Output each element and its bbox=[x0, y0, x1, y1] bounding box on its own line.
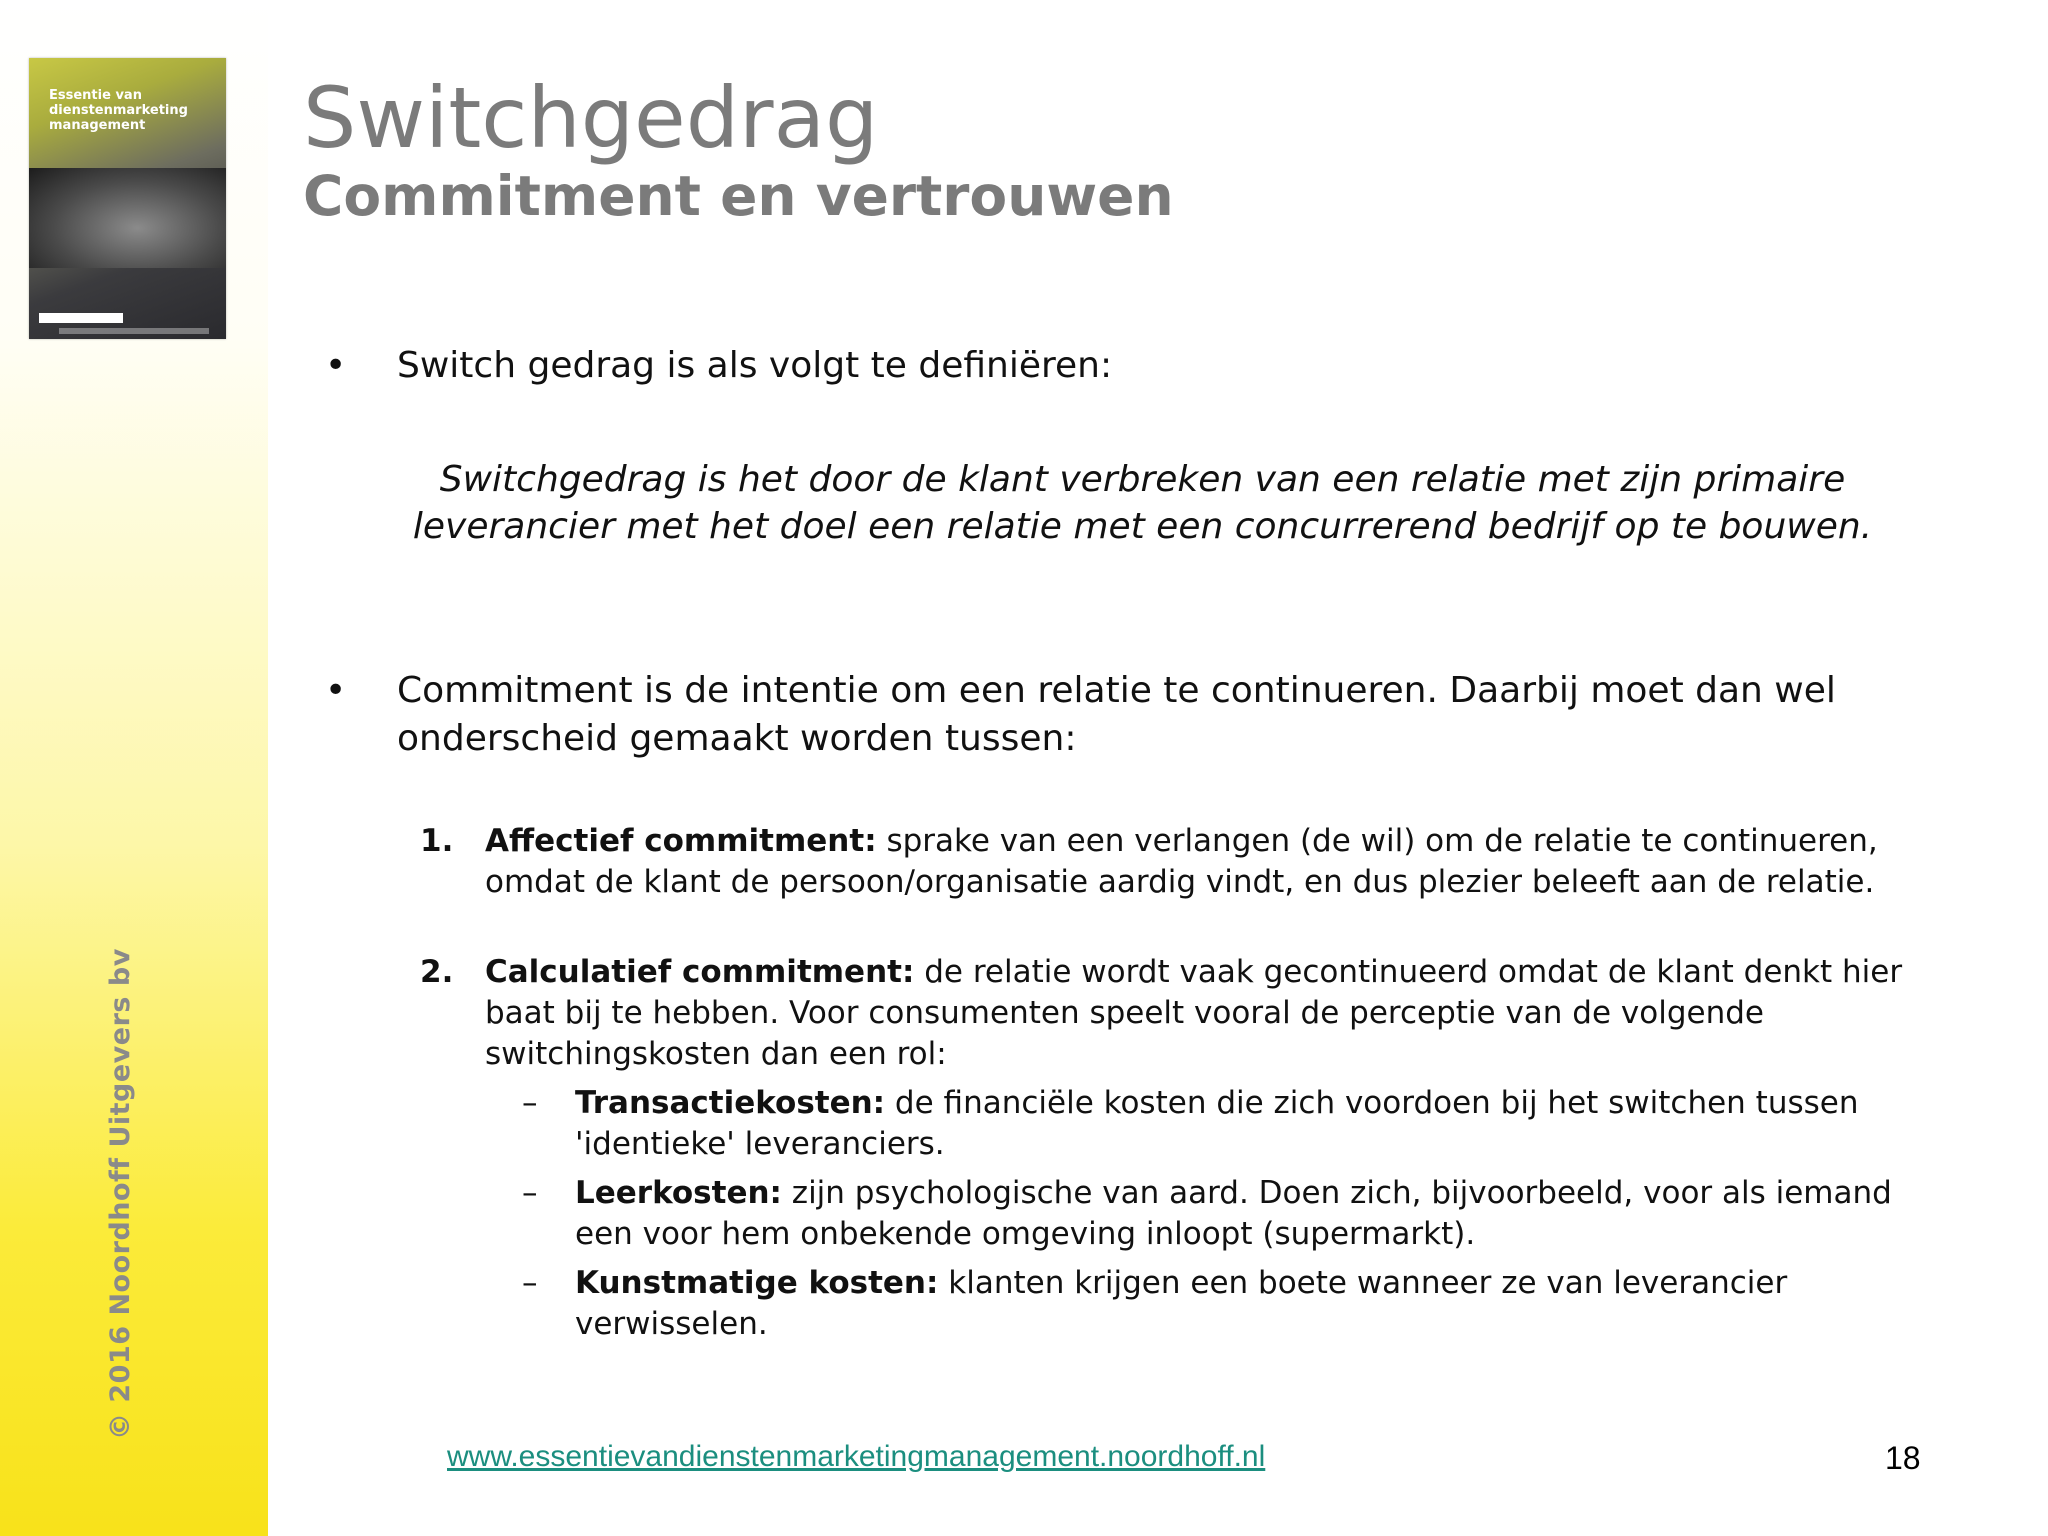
sidebar bbox=[0, 0, 268, 1536]
list-number: 2. bbox=[420, 954, 454, 990]
list-item-body bbox=[485, 821, 1955, 903]
list-item-term: Affectief commitment: bbox=[485, 823, 877, 859]
dash-icon: – bbox=[522, 1175, 538, 1211]
sublist-item-term: Transactiekosten: bbox=[575, 1085, 886, 1121]
list-item-calculatief bbox=[420, 952, 1955, 1075]
sublist-item-body bbox=[575, 1263, 1945, 1345]
sublist-item-text: de financiële kosten die zich voordoen bij het switchen tussen 'identieke' leveranciers. bbox=[575, 1085, 1859, 1162]
dash-icon: – bbox=[522, 1265, 538, 1301]
bullet-definition-intro bbox=[325, 342, 1957, 390]
website-link[interactable]: www.essentievandienstenmarketingmanagement.noordhoff.nl bbox=[447, 1440, 1266, 1473]
list-item-body bbox=[485, 952, 1955, 1075]
bullet-text: Commitment is de intentie om een relatie te continueren. Daarbij moet dan wel onderscheid gemaakt worden tussen: bbox=[397, 670, 1836, 759]
bullet-commitment bbox=[325, 667, 1957, 763]
bullet-dot-icon: • bbox=[325, 670, 347, 711]
book-cover-photo bbox=[29, 168, 226, 268]
book-cover-title: Essentie van dienstenmarketing management bbox=[49, 88, 188, 133]
bullet-dot-icon: • bbox=[325, 345, 347, 386]
book-cover-authors bbox=[59, 328, 209, 334]
sublist-item-kunstmatige-kosten bbox=[522, 1263, 1945, 1345]
list-item-term: Calculatief commitment: bbox=[485, 954, 915, 990]
dash-icon: – bbox=[522, 1085, 538, 1121]
publisher-logo bbox=[39, 313, 123, 323]
definition-text: Switchgedrag is het door de klant verbreken van een relatie met zijn primaire leverancier met het doel een relatie met een concurrerend bedrijf op te bouwen. bbox=[412, 459, 1873, 547]
list-number: 1. bbox=[420, 823, 454, 859]
sublist-item-term: Kunstmatige kosten: bbox=[575, 1265, 939, 1301]
copyright-text: © 2016 Noordhoff Uitgevers bv bbox=[105, 948, 136, 1440]
sublist-item-text: zijn psychologische van aard. Doen zich, bijvoorbeeld, voor als iemand een voor hem onbekende omgeving inloopt (supermarkt). bbox=[575, 1175, 1892, 1252]
sublist-item-body bbox=[575, 1173, 1945, 1255]
sublist-item-text: klanten krijgen een boete wanneer ze van leverancier verwisselen. bbox=[575, 1265, 1788, 1342]
page-number: 18 bbox=[1885, 1440, 1921, 1476]
book-cover-image bbox=[29, 58, 226, 339]
list-item-text: sprake van een verlangen (de wil) om de relatie te continueren, omdat de klant de persoon/organisatie aardig vindt, en dus plezier beleeft aan de relatie. bbox=[485, 823, 1878, 900]
sublist-item-transactiekosten bbox=[522, 1083, 1945, 1165]
sublist-item-term: Leerkosten: bbox=[575, 1175, 782, 1211]
sublist-item-leerkosten bbox=[522, 1173, 1945, 1255]
slide-title: Switchgedrag bbox=[303, 69, 879, 167]
list-item-affectief bbox=[420, 821, 1955, 903]
bullet-text: Switch gedrag is als volgt te definiëren: bbox=[397, 345, 1113, 386]
list-item-text: de relatie wordt vaak gecontinueerd omdat de klant denkt hier baat bij te hebben. Voor consumenten speelt vooral de perceptie van de volgende switchingskosten dan een rol: bbox=[485, 954, 1903, 1072]
slide-subtitle: Commitment en vertrouwen bbox=[303, 164, 1174, 228]
sublist-item-body bbox=[575, 1083, 1945, 1165]
